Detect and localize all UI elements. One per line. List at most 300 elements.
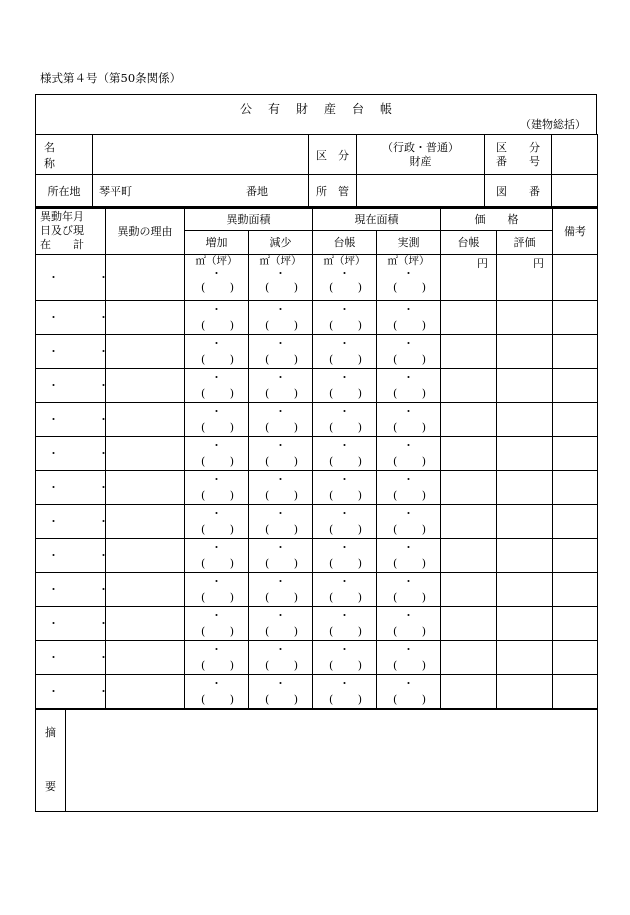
remarks-cell[interactable] <box>553 334 598 368</box>
paren-open: ( <box>201 386 206 400</box>
paren-open: ( <box>329 624 334 638</box>
paren-open: ( <box>393 590 398 604</box>
decimal-dot: ・ <box>403 370 414 384</box>
banchi-label: 番地 <box>246 184 268 198</box>
decimal-dot: ・ <box>275 404 286 418</box>
date-cell[interactable] <box>36 470 123 504</box>
paren-pair <box>313 318 376 334</box>
increase-cell[interactable] <box>185 674 249 708</box>
decrease-cell[interactable] <box>249 254 313 300</box>
price-ledger-cell[interactable] <box>441 368 497 402</box>
tekiyo-label-top: 摘 <box>45 725 56 739</box>
remarks-header: 備考 <box>553 208 598 254</box>
table-row <box>36 436 598 470</box>
valuation-cell[interactable] <box>497 572 553 606</box>
ledger-area-cell[interactable] <box>313 640 377 674</box>
header-row-1 <box>36 208 598 230</box>
paren-close: ) <box>293 386 298 400</box>
paren-close: ) <box>421 624 426 638</box>
paren-pair <box>377 692 440 708</box>
paren-open: ( <box>201 658 206 672</box>
date-cell[interactable] <box>36 606 123 640</box>
paren-pair <box>185 488 248 504</box>
actual-area-cell[interactable] <box>377 334 441 368</box>
ledger-area-cell[interactable] <box>313 254 377 300</box>
price-ledger-cell[interactable] <box>441 606 497 640</box>
paren-pair <box>249 454 312 470</box>
tekiyo-table <box>35 709 598 812</box>
increase-cell[interactable] <box>185 334 249 368</box>
price-ledger-cell[interactable] <box>441 334 497 368</box>
valuation-cell[interactable] <box>497 254 553 300</box>
actual-area-cell[interactable] <box>377 640 441 674</box>
paren-open: ( <box>329 420 334 434</box>
yen-unit: 円 <box>533 256 544 270</box>
decimal-dot: ・ <box>211 404 222 418</box>
paren-pair <box>185 692 248 708</box>
area-unit: ㎡（坪） <box>195 254 238 267</box>
decimal-dot: ・ <box>211 302 222 316</box>
table-row <box>36 254 598 300</box>
paren-open: ( <box>393 556 398 570</box>
remarks-cell[interactable] <box>553 300 598 334</box>
decimal-dot: ・ <box>275 438 286 452</box>
valuation-cell[interactable] <box>497 640 553 674</box>
paren-open: ( <box>393 692 398 706</box>
decrease-cell[interactable] <box>249 470 313 504</box>
paren-pair <box>249 318 312 334</box>
decrease-cell[interactable] <box>249 368 313 402</box>
reason-header: 異動の理由 <box>106 208 185 254</box>
decimal-dot: ・ <box>275 336 286 350</box>
paren-open: ( <box>393 280 398 294</box>
tekiyo-label <box>36 709 66 811</box>
decimal-dot: ・ <box>275 370 286 384</box>
paren-close: ) <box>293 692 298 706</box>
ledger-area-cell[interactable] <box>313 368 377 402</box>
decimal-dot: ・ <box>339 336 350 350</box>
tekiyo-field[interactable] <box>66 709 598 811</box>
valuation-cell[interactable] <box>497 470 553 504</box>
valuation-cell[interactable] <box>497 300 553 334</box>
decimal-dot: ・ <box>403 438 414 452</box>
paren-pair <box>185 318 248 334</box>
paren-open: ( <box>201 590 206 604</box>
decimal-dot: ・ <box>275 574 286 588</box>
price-ledger-cell[interactable] <box>441 402 497 436</box>
paren-close: ) <box>229 692 234 706</box>
increase-cell[interactable] <box>185 504 249 538</box>
paren-pair <box>185 280 248 296</box>
paren-pair <box>313 488 376 504</box>
decrease-cell[interactable] <box>249 606 313 640</box>
paren-pair <box>313 352 376 368</box>
date-cell[interactable] <box>36 436 123 470</box>
name-row <box>36 135 598 175</box>
paren-open: ( <box>201 454 206 468</box>
date-placeholder: ・ ・ <box>48 651 123 664</box>
paren-pair <box>313 522 376 538</box>
paren-close: ) <box>229 352 234 366</box>
kubun-value-line1: （行政・普通） <box>382 140 459 154</box>
decimal-dot: ・ <box>403 540 414 554</box>
paren-pair <box>185 420 248 436</box>
actual-area-cell[interactable] <box>377 538 441 572</box>
table-row <box>36 368 598 402</box>
record-table <box>35 207 598 709</box>
decrease-cell[interactable] <box>249 334 313 368</box>
paren-pair <box>313 420 376 436</box>
paren-pair <box>313 624 376 640</box>
paren-open: ( <box>265 386 270 400</box>
paren-open: ( <box>329 318 334 332</box>
decimal-dot: ・ <box>339 266 350 280</box>
ledger-area-cell[interactable] <box>313 300 377 334</box>
paren-open: ( <box>201 624 206 638</box>
paren-close: ) <box>229 522 234 536</box>
decimal-dot: ・ <box>339 676 350 690</box>
location-row <box>36 175 598 207</box>
paren-open: ( <box>201 352 206 366</box>
price-ledger-cell[interactable] <box>441 436 497 470</box>
decrease-cell[interactable] <box>249 572 313 606</box>
paren-open: ( <box>393 318 398 332</box>
paren-close: ) <box>293 454 298 468</box>
table-row <box>36 606 598 640</box>
area-unit: ㎡（坪） <box>387 254 430 267</box>
decimal-dot: ・ <box>211 336 222 350</box>
ledger-area-cell[interactable] <box>313 334 377 368</box>
valuation-cell[interactable] <box>497 538 553 572</box>
paren-pair <box>249 386 312 402</box>
actual-area-cell[interactable] <box>377 572 441 606</box>
paren-pair <box>185 522 248 538</box>
valuation-cell[interactable] <box>497 674 553 708</box>
date-cell[interactable] <box>36 254 123 300</box>
price-ledger-cell[interactable] <box>441 254 497 300</box>
actual-area-cell[interactable] <box>377 674 441 708</box>
date-placeholder: ・ ・ <box>48 481 123 494</box>
price-ledger-cell[interactable] <box>441 674 497 708</box>
form-number: 様式第４号（第50条関係） <box>40 71 182 85</box>
increase-cell[interactable] <box>185 538 249 572</box>
paren-close: ) <box>421 352 426 366</box>
paren-pair <box>377 658 440 674</box>
increase-cell[interactable] <box>185 640 249 674</box>
name-label: 名 称 <box>36 135 93 175</box>
decimal-dot: ・ <box>339 608 350 622</box>
paren-pair <box>249 658 312 674</box>
paren-open: ( <box>265 454 270 468</box>
increase-cell[interactable] <box>185 436 249 470</box>
paren-open: ( <box>329 522 334 536</box>
decrease-cell[interactable] <box>249 640 313 674</box>
actual-area-cell[interactable] <box>377 470 441 504</box>
actual-area-cell[interactable] <box>377 436 441 470</box>
kubun-bango-label <box>485 135 552 175</box>
shokan-field[interactable] <box>357 175 485 207</box>
paren-pair <box>185 624 248 640</box>
paren-pair <box>377 318 440 334</box>
paren-pair <box>249 522 312 538</box>
decrease-cell[interactable] <box>249 674 313 708</box>
actual-area-cell[interactable] <box>377 504 441 538</box>
kubun-value-line2: 財産 <box>409 154 432 168</box>
remarks-cell[interactable] <box>553 368 598 402</box>
paren-pair <box>377 624 440 640</box>
remarks-cell[interactable] <box>553 436 598 470</box>
table-row <box>36 538 598 572</box>
paren-pair <box>249 590 312 606</box>
paren-close: ) <box>421 692 426 706</box>
date-placeholder: ・ ・ <box>48 617 123 630</box>
location-field[interactable] <box>93 175 309 207</box>
ledger-area-cell[interactable] <box>313 572 377 606</box>
decrease-cell[interactable] <box>249 402 313 436</box>
valuation-cell[interactable] <box>497 436 553 470</box>
date-header <box>36 208 106 254</box>
date-cell[interactable] <box>36 300 123 334</box>
paren-open: ( <box>265 352 270 366</box>
ledger-area-cell[interactable] <box>313 538 377 572</box>
paren-open: ( <box>201 522 206 536</box>
header-table <box>35 134 598 207</box>
price-ledger-cell[interactable] <box>441 504 497 538</box>
ledger-area-cell[interactable] <box>313 470 377 504</box>
paren-pair <box>249 280 312 296</box>
decimal-dot: ・ <box>403 266 414 280</box>
paren-open: ( <box>393 352 398 366</box>
valuation-cell[interactable] <box>497 402 553 436</box>
remarks-cell[interactable] <box>553 572 598 606</box>
decimal-dot: ・ <box>403 506 414 520</box>
decrease-cell[interactable] <box>249 538 313 572</box>
paren-pair <box>377 488 440 504</box>
paren-pair <box>377 386 440 402</box>
date-cell[interactable] <box>36 572 123 606</box>
increase-header: 増加 <box>185 230 249 254</box>
ledger-area-cell[interactable] <box>313 504 377 538</box>
date-cell[interactable] <box>36 402 123 436</box>
paren-close: ) <box>293 590 298 604</box>
paren-close: ) <box>229 590 234 604</box>
actual-area-cell[interactable] <box>377 368 441 402</box>
price-ledger-header: 台帳 <box>441 230 497 254</box>
paren-open: ( <box>265 420 270 434</box>
date-header-line3: 在 計 <box>40 238 84 252</box>
increase-cell[interactable] <box>185 572 249 606</box>
paren-pair <box>313 280 376 296</box>
ledger-area-cell[interactable] <box>313 674 377 708</box>
paren-close: ) <box>357 590 362 604</box>
paren-pair <box>377 590 440 606</box>
paren-open: ( <box>393 454 398 468</box>
price-ledger-cell[interactable] <box>441 572 497 606</box>
price-ledger-cell[interactable] <box>441 470 497 504</box>
paren-pair <box>313 658 376 674</box>
paren-pair <box>377 420 440 436</box>
paren-close: ) <box>357 352 362 366</box>
increase-cell[interactable] <box>185 606 249 640</box>
price-ledger-cell[interactable] <box>441 640 497 674</box>
paren-close: ) <box>229 556 234 570</box>
paren-pair <box>377 556 440 572</box>
paren-pair <box>377 280 440 296</box>
decimal-dot: ・ <box>211 438 222 452</box>
date-placeholder: ・ ・ <box>48 345 123 358</box>
decrease-cell[interactable] <box>249 300 313 334</box>
paren-open: ( <box>329 454 334 468</box>
paren-open: ( <box>329 352 334 366</box>
paren-open: ( <box>201 420 206 434</box>
date-placeholder: ・ ・ <box>48 271 123 284</box>
ledger-area-cell[interactable] <box>313 436 377 470</box>
decimal-dot: ・ <box>339 574 350 588</box>
date-placeholder: ・ ・ <box>48 515 123 528</box>
paren-pair <box>377 522 440 538</box>
paren-close: ) <box>357 318 362 332</box>
paren-pair <box>313 386 376 402</box>
paren-close: ) <box>421 280 426 294</box>
kubun-label: 区 分 <box>309 135 357 175</box>
valuation-cell[interactable] <box>497 504 553 538</box>
paren-open: ( <box>265 590 270 604</box>
paren-open: ( <box>201 556 206 570</box>
tekiyo-row <box>36 709 598 811</box>
remarks-cell[interactable] <box>553 606 598 640</box>
decimal-dot: ・ <box>275 506 286 520</box>
decimal-dot: ・ <box>211 540 222 554</box>
remarks-cell[interactable] <box>553 538 598 572</box>
paren-pair <box>249 692 312 708</box>
kubun-bango-field[interactable] <box>552 135 598 175</box>
actual-area-cell[interactable] <box>377 300 441 334</box>
paren-close: ) <box>229 488 234 502</box>
decimal-dot: ・ <box>339 506 350 520</box>
decrease-header: 減少 <box>249 230 313 254</box>
paren-open: ( <box>265 556 270 570</box>
increase-cell[interactable] <box>185 470 249 504</box>
decimal-dot: ・ <box>211 676 222 690</box>
decimal-dot: ・ <box>211 472 222 486</box>
paren-close: ) <box>293 420 298 434</box>
increase-cell[interactable] <box>185 402 249 436</box>
paren-close: ) <box>357 454 362 468</box>
date-placeholder: ・ ・ <box>48 379 123 392</box>
decimal-dot: ・ <box>339 404 350 418</box>
valuation-cell[interactable] <box>497 606 553 640</box>
table-row <box>36 334 598 368</box>
date-cell[interactable] <box>36 504 123 538</box>
price-ledger-cell[interactable] <box>441 300 497 334</box>
paren-close: ) <box>293 352 298 366</box>
date-placeholder: ・ ・ <box>48 311 123 324</box>
date-cell[interactable] <box>36 538 123 572</box>
decrease-cell[interactable] <box>249 504 313 538</box>
paren-close: ) <box>229 318 234 332</box>
increase-cell[interactable] <box>185 254 249 300</box>
actual-area-cell[interactable] <box>377 254 441 300</box>
decimal-dot: ・ <box>211 370 222 384</box>
actual-area-cell[interactable] <box>377 606 441 640</box>
price-ledger-cell[interactable] <box>441 538 497 572</box>
decimal-dot: ・ <box>211 574 222 588</box>
paren-pair <box>249 420 312 436</box>
paren-open: ( <box>329 488 334 502</box>
paren-open: ( <box>265 318 270 332</box>
paren-close: ) <box>357 386 362 400</box>
area-unit: ㎡（坪） <box>323 254 366 267</box>
paren-open: ( <box>393 658 398 672</box>
valuation-cell[interactable] <box>497 334 553 368</box>
decimal-dot: ・ <box>339 540 350 554</box>
table-row <box>36 640 598 674</box>
remarks-cell[interactable] <box>553 504 598 538</box>
paren-open: ( <box>201 280 206 294</box>
table-row <box>36 300 598 334</box>
actual-area-cell[interactable] <box>377 402 441 436</box>
remarks-cell[interactable] <box>553 674 598 708</box>
paren-pair <box>249 488 312 504</box>
paren-pair <box>185 556 248 572</box>
paren-close: ) <box>229 454 234 468</box>
paren-open: ( <box>329 386 334 400</box>
paren-close: ) <box>229 386 234 400</box>
paren-pair <box>185 454 248 470</box>
paren-pair <box>249 556 312 572</box>
decrease-cell[interactable] <box>249 436 313 470</box>
paren-pair <box>313 556 376 572</box>
decimal-dot: ・ <box>339 370 350 384</box>
price-header: 価 格 <box>441 208 553 230</box>
paren-open: ( <box>393 386 398 400</box>
paren-close: ) <box>421 522 426 536</box>
decimal-dot: ・ <box>403 608 414 622</box>
increase-cell[interactable] <box>185 300 249 334</box>
increase-cell[interactable] <box>185 368 249 402</box>
date-cell[interactable] <box>36 368 123 402</box>
paren-open: ( <box>265 658 270 672</box>
change-area-header: 異動面積 <box>185 208 313 230</box>
date-placeholder: ・ ・ <box>48 583 123 596</box>
paren-open: ( <box>393 420 398 434</box>
remarks-cell[interactable] <box>553 254 598 300</box>
remarks-cell[interactable] <box>553 470 598 504</box>
date-cell[interactable] <box>36 640 123 674</box>
ledger-area-cell[interactable] <box>313 606 377 640</box>
name-field[interactable] <box>93 135 309 175</box>
paren-open: ( <box>201 488 206 502</box>
tekiyo-label-bottom: 要 <box>45 779 56 793</box>
ledger-area-cell[interactable] <box>313 402 377 436</box>
remarks-cell[interactable] <box>553 402 598 436</box>
valuation-cell[interactable] <box>497 368 553 402</box>
zuban-field[interactable] <box>552 175 598 207</box>
decimal-dot: ・ <box>403 472 414 486</box>
remarks-cell[interactable] <box>553 640 598 674</box>
paren-open: ( <box>393 488 398 502</box>
date-cell[interactable] <box>36 674 123 708</box>
decimal-dot: ・ <box>275 642 286 656</box>
decimal-dot: ・ <box>211 506 222 520</box>
paren-close: ) <box>229 624 234 638</box>
decimal-dot: ・ <box>403 336 414 350</box>
paren-close: ) <box>421 318 426 332</box>
paren-close: ) <box>421 420 426 434</box>
paren-close: ) <box>293 280 298 294</box>
current-area-header: 現在面積 <box>313 208 441 230</box>
date-cell[interactable] <box>36 334 123 368</box>
